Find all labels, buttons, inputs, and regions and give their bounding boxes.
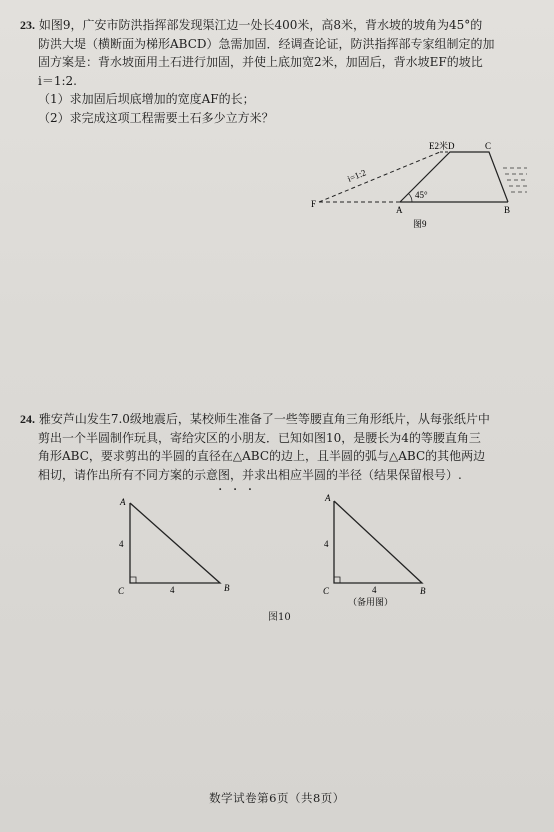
q24-text-line1: 雅安芦山发生7.0级地震后，某校师生准备了一些等腰直角三角形纸片，从每张纸片中 [38, 412, 490, 426]
q23-text-line4: i＝1:2. [38, 73, 77, 88]
label-c-right: C [323, 586, 330, 596]
emphasis-dots: · · · [218, 482, 256, 498]
spare-figure-note: （备用图） [348, 597, 394, 607]
q23-text-line2: 防洪大堤（横断面为梯形ABCD）急需加固．经调查论证，防洪指挥部专家组制定的加 [38, 36, 495, 51]
label-b: B [504, 205, 511, 215]
label-a-right: A [325, 493, 331, 503]
triangle-abc-left [130, 503, 220, 583]
side-length-vertical-right: 4 [324, 539, 329, 549]
label-c-left: C [118, 586, 125, 596]
q23-text-line3: 固方案是：背水坡面用土石进行加固，并使上底加宽2米，加固后，背水坡EF的坡比 [38, 55, 483, 69]
side-length-horizontal-right: 4 [372, 585, 377, 595]
triangle-abc-right [334, 501, 422, 583]
label-b-right: B [420, 586, 426, 596]
q23-subquestion-2: （2）求完成这项工程需要土石多少立方米？ [38, 110, 274, 125]
right-angle-mark-left [130, 577, 136, 583]
question-23 [20, 16, 535, 127]
page-footer: 数学试卷第6页（共8页） [209, 791, 345, 805]
label-b-left: B [224, 583, 230, 593]
angle-arc [409, 194, 413, 203]
water-hatching [503, 168, 527, 192]
q24-text-line3: 角形ABC，要求剪出的半圆的直径在△ABC的边上，且半圆的弧与△ABC的其他两边 [38, 449, 486, 463]
label-e-d: E2米D [429, 141, 455, 151]
question-24 [20, 410, 535, 484]
question-24-number: 24. [20, 412, 35, 426]
figure-10-triangle-right [316, 493, 446, 613]
figure-9-dam-diagram [305, 140, 535, 235]
q23-subquestion-1: （1）求加固后坝底增加的宽度AF的长； [38, 92, 255, 106]
q24-text-line2: 剪出一个半圆制作玩具，寄给灾区的小朋友．已知如图10，是腰长为4的等腰直角三 [38, 430, 481, 445]
q24-text-line4: 相切，请作出所有不同方案的示意图，并求出相应半圆的半径（结果保留根号）. [38, 467, 462, 482]
side-length-horizontal-left: 4 [170, 585, 175, 595]
label-c: C [485, 141, 492, 151]
angle-label: 45° [415, 190, 428, 200]
figure-10-triangle-left [112, 495, 242, 605]
label-a-left: A [120, 497, 126, 507]
label-f: F [311, 199, 317, 209]
question-23-number: 23. [20, 18, 35, 32]
figure-9-caption: 图9 [413, 219, 427, 229]
q23-text-line1: 如图9，广安市防洪指挥部发现渠江边一处长400米，高8米，背水坡的坡角为45°的 [38, 18, 483, 32]
side-length-vertical-left: 4 [119, 539, 124, 549]
right-angle-mark-right [334, 577, 340, 583]
slope-label: i=1:2 [346, 167, 368, 184]
figure-10-caption: 图10 [268, 612, 291, 623]
label-a: A [396, 205, 403, 215]
